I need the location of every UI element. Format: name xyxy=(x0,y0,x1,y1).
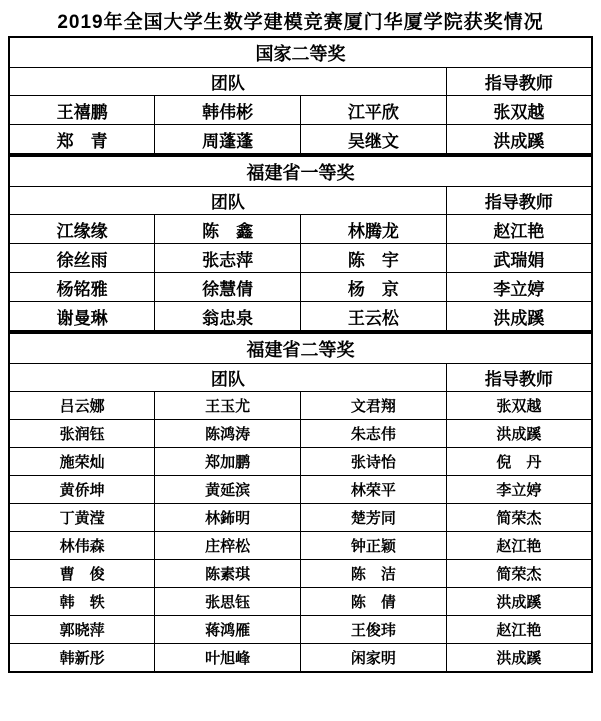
team-member-cell: 陈 倩 xyxy=(301,588,447,616)
team-member-cell: 郑加鹏 xyxy=(155,448,301,476)
table-row xyxy=(9,616,592,644)
advisor-cell: 李立婷 xyxy=(446,476,592,504)
advisor-cell: 张双越 xyxy=(446,96,592,125)
team-member-cell: 陈素琪 xyxy=(155,560,301,588)
table-row xyxy=(9,420,592,448)
team-member-cell: 杨铭雅 xyxy=(9,273,155,302)
table-row xyxy=(9,244,592,273)
advisor-cell: 武瑞娟 xyxy=(446,244,592,273)
table-row xyxy=(9,560,592,588)
team-member-cell: 楚芳同 xyxy=(301,504,447,532)
team-member-cell: 文君翔 xyxy=(301,392,447,420)
table-row xyxy=(9,504,592,532)
team-member-cell: 林伟森 xyxy=(9,532,155,560)
team-column-header: 团队 xyxy=(9,364,446,392)
advisor-cell: 赵江艳 xyxy=(446,215,592,244)
team-member-cell: 王云松 xyxy=(301,302,447,332)
team-member-cell: 徐慧倩 xyxy=(155,273,301,302)
team-member-cell: 杨 京 xyxy=(301,273,447,302)
table-row xyxy=(9,476,592,504)
fujian-second-prize-table xyxy=(8,332,593,673)
advisor-cell: 倪 丹 xyxy=(446,448,592,476)
team-member-cell: 王玉尤 xyxy=(155,392,301,420)
national-second-prize-table xyxy=(8,36,593,155)
team-member-cell: 林鈽明 xyxy=(155,504,301,532)
table-row xyxy=(9,532,592,560)
advisor-cell: 洪成蹊 xyxy=(446,644,592,673)
table-row xyxy=(9,644,592,673)
advisor-column-header: 指导教师 xyxy=(446,364,592,392)
table-row xyxy=(9,96,592,125)
award-title: 福建省二等奖 xyxy=(9,333,592,364)
team-member-cell: 陈 宇 xyxy=(301,244,447,273)
team-member-cell: 黄延滨 xyxy=(155,476,301,504)
table-row xyxy=(9,448,592,476)
advisor-cell: 张双越 xyxy=(446,392,592,420)
team-member-cell: 江平欣 xyxy=(301,96,447,125)
advisor-cell: 洪成蹊 xyxy=(446,125,592,155)
advisor-cell: 洪成蹊 xyxy=(446,588,592,616)
team-member-cell: 吕云娜 xyxy=(9,392,155,420)
team-member-cell: 张诗怡 xyxy=(301,448,447,476)
team-member-cell: 黄侨坤 xyxy=(9,476,155,504)
team-member-cell: 张思钰 xyxy=(155,588,301,616)
team-column-header: 团队 xyxy=(9,187,446,215)
advisor-cell: 李立婷 xyxy=(446,273,592,302)
award-title-row xyxy=(9,156,592,187)
advisor-cell: 简荣杰 xyxy=(446,560,592,588)
advisor-cell: 赵江艳 xyxy=(446,616,592,644)
team-member-cell: 韩 轶 xyxy=(9,588,155,616)
team-member-cell: 周蓬蓬 xyxy=(155,125,301,155)
team-member-cell: 曹 俊 xyxy=(9,560,155,588)
team-member-cell: 庄梓松 xyxy=(155,532,301,560)
team-member-cell: 韩新彤 xyxy=(9,644,155,673)
team-member-cell: 张润钰 xyxy=(9,420,155,448)
team-member-cell: 张志萍 xyxy=(155,244,301,273)
column-header-row xyxy=(9,364,592,392)
team-member-cell: 闲家明 xyxy=(301,644,447,673)
award-title-row xyxy=(9,333,592,364)
team-member-cell: 陈 鑫 xyxy=(155,215,301,244)
team-member-cell: 翁忠泉 xyxy=(155,302,301,332)
fujian-first-prize-table xyxy=(8,155,593,332)
table-row xyxy=(9,125,592,155)
team-member-cell: 王俊玮 xyxy=(301,616,447,644)
advisor-cell: 洪成蹊 xyxy=(446,420,592,448)
advisor-cell: 简荣杰 xyxy=(446,504,592,532)
team-member-cell: 钟正颖 xyxy=(301,532,447,560)
team-column-header: 团队 xyxy=(9,68,446,96)
team-member-cell: 江缘缘 xyxy=(9,215,155,244)
table-row xyxy=(9,392,592,420)
advisor-cell: 洪成蹊 xyxy=(446,302,592,332)
award-title: 福建省一等奖 xyxy=(9,156,592,187)
page-title: 2019年全国大学生数学建模竞赛厦门华厦学院获奖情况 xyxy=(57,12,544,33)
award-title-row xyxy=(9,37,592,68)
team-member-cell: 叶旭峰 xyxy=(155,644,301,673)
team-member-cell: 谢曼琳 xyxy=(9,302,155,332)
team-member-cell: 王禧鹏 xyxy=(9,96,155,125)
team-member-cell: 蒋鸿雁 xyxy=(155,616,301,644)
team-member-cell: 陈 洁 xyxy=(301,560,447,588)
team-member-cell: 林腾龙 xyxy=(301,215,447,244)
column-header-row xyxy=(9,187,592,215)
advisor-column-header: 指导教师 xyxy=(446,187,592,215)
team-member-cell: 朱志伟 xyxy=(301,420,447,448)
table-row xyxy=(9,302,592,332)
team-member-cell: 韩伟彬 xyxy=(155,96,301,125)
award-title: 国家二等奖 xyxy=(9,37,592,68)
advisor-cell: 赵江艳 xyxy=(446,532,592,560)
advisor-column-header: 指导教师 xyxy=(446,68,592,96)
team-member-cell: 吴继文 xyxy=(301,125,447,155)
team-member-cell: 郑 青 xyxy=(9,125,155,155)
team-member-cell: 丁黄滢 xyxy=(9,504,155,532)
team-member-cell: 陈鸿涛 xyxy=(155,420,301,448)
table-row xyxy=(9,215,592,244)
column-header-row xyxy=(9,68,592,96)
team-member-cell: 林荣平 xyxy=(301,476,447,504)
team-member-cell: 徐丝雨 xyxy=(9,244,155,273)
team-member-cell: 施荣灿 xyxy=(9,448,155,476)
table-row xyxy=(9,588,592,616)
table-row xyxy=(9,273,592,302)
team-member-cell: 郭晓萍 xyxy=(9,616,155,644)
